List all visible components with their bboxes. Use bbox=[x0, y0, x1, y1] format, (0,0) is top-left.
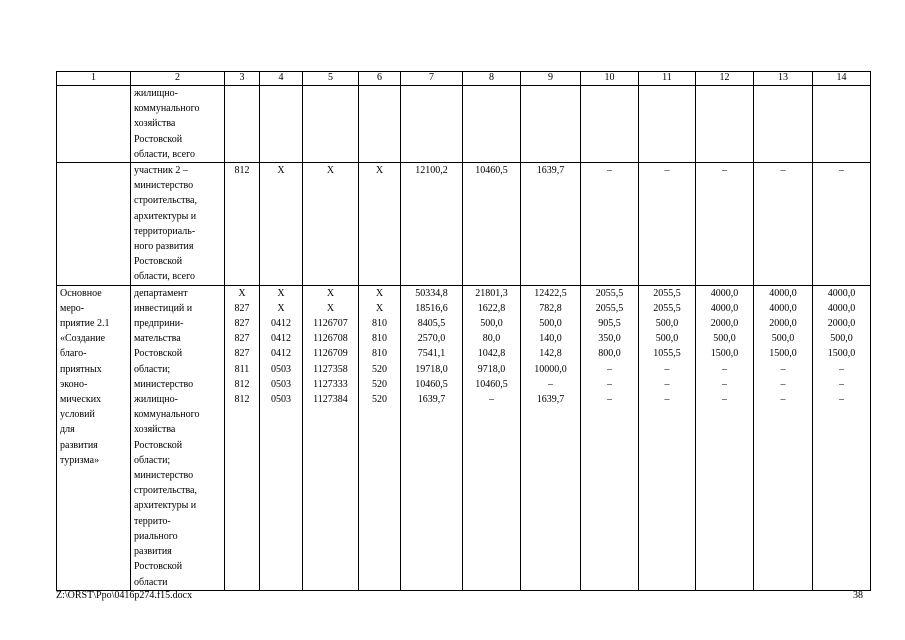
table-cell bbox=[401, 163, 463, 286]
table-cell bbox=[696, 285, 754, 590]
table-cell bbox=[463, 163, 521, 286]
table-cell bbox=[225, 285, 260, 590]
col-header: 4 bbox=[260, 72, 303, 86]
col-header: 1 bbox=[57, 72, 131, 86]
col-header: 10 bbox=[581, 72, 639, 86]
col-header: 9 bbox=[521, 72, 581, 86]
cell-text: 50334,8 18516,6 8405,5 2570,0 7541,1 19718,0 10460,5 1639,7 bbox=[415, 287, 448, 406]
table-cell bbox=[260, 163, 303, 286]
col-header: 11 bbox=[639, 72, 696, 86]
measure-name: Основное меро- приятие 2.1 «Создание благо- приятных эконо- мических условий для развития туризма» bbox=[60, 287, 110, 466]
table-cell bbox=[303, 285, 359, 590]
table-cell bbox=[754, 86, 813, 163]
table-cell bbox=[639, 285, 696, 590]
cell-text: Х Х 1126707 1126708 1126709 1127358 1127333 1127384 bbox=[313, 287, 348, 406]
table-cell bbox=[359, 285, 401, 590]
participant-name: участник 2 – министерство строительства, архитектуры и территориаль- ного развития Ростовской области, всего bbox=[134, 165, 197, 283]
cell-text: – bbox=[664, 165, 670, 177]
table-cell bbox=[463, 86, 521, 163]
table-cell bbox=[57, 285, 131, 590]
participant-name: департамент инвестиций и предприни- мательства Ростовской области; министерство жилищно- коммунального хозяйства Ростовской области; министерство строительства, архитектуры и террито- риального развития Ростовской области bbox=[134, 287, 200, 588]
cell-text: 21801,3 1622,8 500,0 80,0 1042,8 9718,0 10460,5 – bbox=[475, 287, 508, 406]
table-cell bbox=[581, 163, 639, 286]
participant-name: жилищно- коммунального хозяйства Ростовской области, всего bbox=[134, 88, 200, 160]
col-header: 7 bbox=[401, 72, 463, 86]
table-cell bbox=[131, 163, 225, 286]
cell-text: – bbox=[780, 165, 786, 177]
file-path: Z:\ORST\Ppo\0416p274.f15.docx bbox=[56, 590, 193, 601]
table-cell bbox=[754, 163, 813, 286]
table-cell bbox=[696, 163, 754, 286]
page-number: 38 bbox=[853, 590, 863, 601]
col-header: 13 bbox=[754, 72, 813, 86]
table-row bbox=[57, 86, 871, 163]
col-header: 2 bbox=[131, 72, 225, 86]
col-header: 12 bbox=[696, 72, 754, 86]
table-cell bbox=[581, 285, 639, 590]
table-cell bbox=[225, 163, 260, 286]
cell-text: 4000,0 4000,0 2000,0 500,0 1500,0 – – – bbox=[710, 287, 739, 406]
cell-text: – bbox=[722, 165, 727, 177]
header-row bbox=[57, 72, 871, 86]
table-cell bbox=[639, 163, 696, 286]
table-row bbox=[57, 285, 871, 590]
table-cell bbox=[303, 163, 359, 286]
cell-text: 12422,5 782,8 500,0 140,0 142,8 10000,0 – 1639,7 bbox=[534, 287, 567, 406]
table-cell bbox=[260, 285, 303, 590]
table-cell bbox=[260, 86, 303, 163]
cell-text: Х Х 810 810 810 520 520 520 bbox=[372, 287, 387, 406]
table-cell bbox=[359, 163, 401, 286]
col-header: 8 bbox=[463, 72, 521, 86]
cell-text: 4000,0 4000,0 2000,0 500,0 1500,0 – – – bbox=[827, 287, 856, 406]
cell-text: Х bbox=[326, 165, 335, 177]
budget-table bbox=[56, 71, 871, 591]
table-cell bbox=[696, 86, 754, 163]
table-cell bbox=[57, 163, 131, 286]
cell-text: 1639,7 bbox=[536, 165, 565, 177]
table-cell bbox=[401, 285, 463, 590]
table-cell bbox=[813, 285, 871, 590]
cell-text: Х bbox=[375, 165, 384, 177]
table-cell bbox=[359, 86, 401, 163]
cell-text: 812 bbox=[234, 165, 250, 177]
col-header: 3 bbox=[225, 72, 260, 86]
cell-text: Х Х 0412 0412 0412 0503 0503 0503 bbox=[271, 287, 291, 406]
cell-text: – bbox=[607, 165, 612, 177]
table-cell bbox=[131, 285, 225, 590]
cell-text: 12100,2 bbox=[415, 165, 448, 177]
table-cell bbox=[401, 86, 463, 163]
table-row bbox=[57, 163, 871, 286]
table-cell bbox=[813, 86, 871, 163]
cell-text: 2055,5 2055,5 500,0 500,0 1055,5 – – – bbox=[653, 287, 681, 406]
cell-text: – bbox=[839, 165, 844, 177]
table-cell bbox=[521, 86, 581, 163]
col-header: 5 bbox=[303, 72, 359, 86]
table-cell bbox=[521, 163, 581, 286]
table-cell bbox=[463, 285, 521, 590]
table-cell bbox=[813, 163, 871, 286]
table-cell bbox=[521, 285, 581, 590]
table-cell bbox=[57, 86, 131, 163]
cell-text: 2055,5 2055,5 905,5 350,0 800,0 – – – bbox=[595, 287, 624, 406]
cell-text: 4000,0 4000,0 2000,0 500,0 1500,0 – – – bbox=[769, 287, 797, 406]
cell-text: Х 827 827 827 827 811 812 812 bbox=[234, 287, 250, 406]
table-cell bbox=[225, 86, 260, 163]
col-header: 6 bbox=[359, 72, 401, 86]
table-cell bbox=[754, 285, 813, 590]
col-header: 14 bbox=[813, 72, 871, 86]
table-cell bbox=[639, 86, 696, 163]
table-cell bbox=[131, 86, 225, 163]
table-cell bbox=[581, 86, 639, 163]
cell-text: Х bbox=[277, 165, 285, 177]
cell-text: 10460,5 bbox=[475, 165, 508, 177]
table-cell bbox=[303, 86, 359, 163]
